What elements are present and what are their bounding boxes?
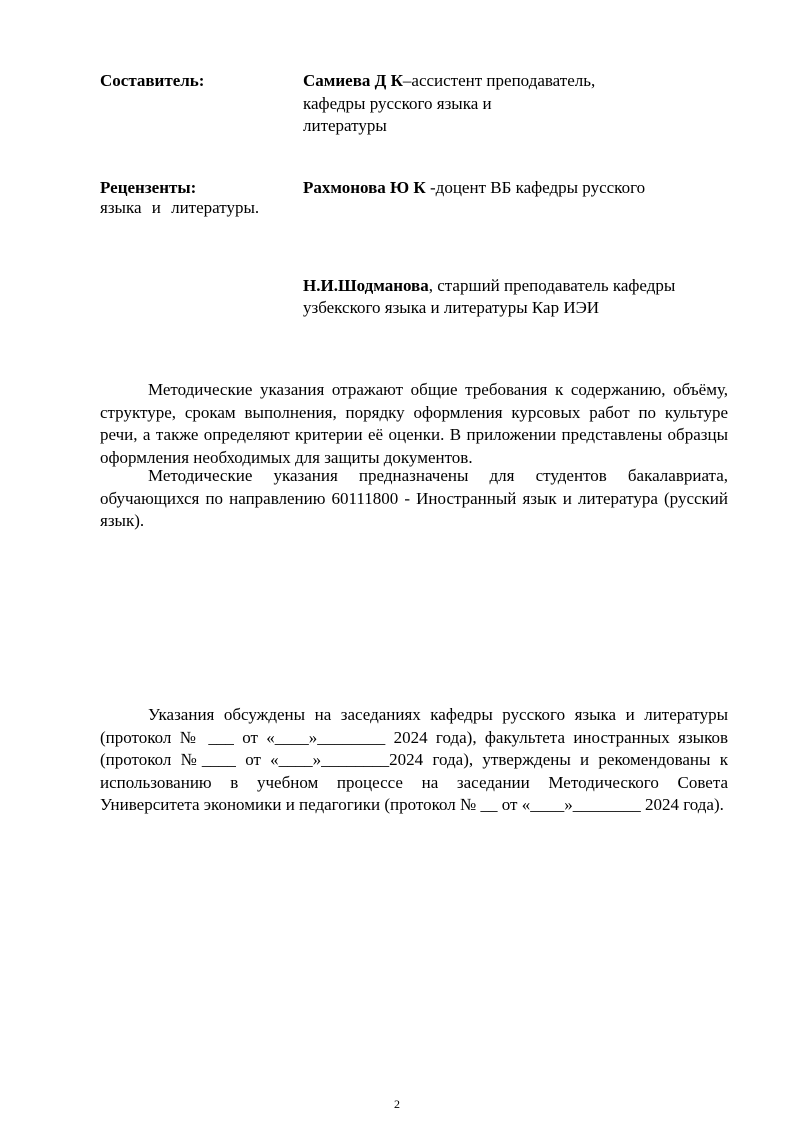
reviewer-1-name: Рахмонова Ю К — [303, 178, 426, 197]
compiler-line-1 — [303, 70, 595, 92]
reviewers-label: Рецензенты: — [100, 178, 197, 197]
page-number: 2 — [394, 1097, 400, 1111]
compiler-line-3: литературы — [303, 116, 387, 135]
reviewer-2-line-2: узбекского языка и литературы Кар ИЭИ — [303, 298, 600, 317]
intro-paragraph-1: Методические указания отражают общие требования к содержанию, объёму, структуре, срокам выполнения, порядку оформления курсовых работ по культуре речи, а также определяют критерии её оценки. В приложении представлены образцы оформления необходимых для защиты документов. — [100, 380, 728, 467]
compiler-line-2: кафедры русского языка и — [303, 94, 492, 113]
reviewer-2-name: Н.И.Шодманова — [303, 276, 429, 295]
compiler-label: Составитель: — [100, 71, 205, 90]
reviewer-1-position: -доцент ВБ кафедры русского — [425, 178, 646, 197]
intro-paragraph-2: Методические указания предназначены для студентов бакалавриата, обучающихся по направлению 60111800 - Иностранный язык и литература (русский язык). — [100, 466, 728, 530]
reviewer-1-line-1 — [303, 177, 645, 199]
approval-paragraph: Указания обсуждены на заседаниях кафедры русского языка и литературы (протокол № ___ от «____»________ 2024 года), факультета иностранных языков (протокол №____ от «____»________2024 года), утверждены и рекомендованы к использованию в учебном процессе на заседании Методического Совета Университета экономики и педагогики (протокол № __ от «____»________ 2024 года). — [100, 705, 728, 814]
reviewer-1-line-2: языка и литературы. — [100, 198, 260, 217]
compiler-position: –ассистент преподаватель, — [402, 71, 596, 90]
reviewer-2-line-1 — [303, 275, 675, 297]
compiler-name: Самиева Д К — [303, 71, 403, 90]
reviewer-2-position: , старший преподаватель кафедры — [428, 276, 676, 295]
